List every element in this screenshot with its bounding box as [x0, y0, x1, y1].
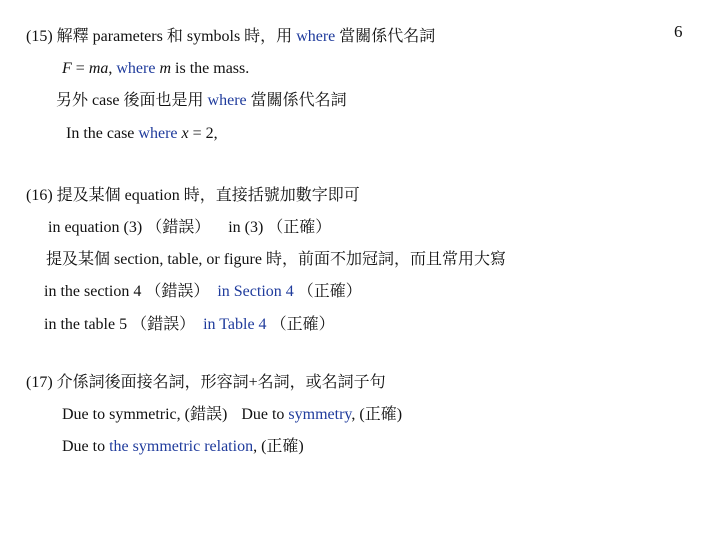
page-number: 6 [674, 22, 683, 41]
rule15-example-where: where [116, 60, 156, 77]
rule15-heading [26, 27, 435, 47]
equation-right: in (3) （正確） [228, 219, 332, 236]
table-right-tag: （正確） [266, 316, 335, 333]
equals-sign: = [71, 60, 89, 77]
section-right: in Section 4 [217, 283, 294, 300]
rule16-heading: (16) 提及某個 equation 時，直接括號加數字即可 [26, 187, 360, 204]
rule17-example-relation [62, 437, 304, 457]
relation-text2: , (正確) [253, 438, 304, 455]
rule15-example-case [66, 124, 218, 144]
equation-wrong: in equation (3) （錯誤） [48, 219, 211, 236]
comma-separator: , [108, 60, 117, 77]
table-wrong: in the table 5 （錯誤） [44, 316, 196, 333]
rule16-example-equation [48, 218, 331, 238]
table-right: in Table 4 [203, 316, 267, 333]
rule15-example-formula [62, 59, 249, 79]
rule15-example-rest: is the mass. [171, 60, 250, 77]
rule15-note-text2: 當關係代名詞 [246, 92, 347, 109]
symmetry-wrong: Due to symmetric, (錯誤) [62, 406, 228, 423]
variable-ma: ma [88, 60, 109, 77]
variable-m: m [159, 60, 172, 77]
rule15-heading-text2: 當關係代名詞 [335, 28, 436, 45]
case-text1: In the case [66, 125, 139, 142]
rule15-note-where: where [207, 92, 247, 109]
rule16-example-section [44, 282, 362, 302]
section-wrong: in the section 4 （錯誤） [44, 283, 210, 300]
symmetry-right-word: symmetry [288, 406, 352, 423]
rule17-example-symmetry [62, 405, 402, 425]
variable-f: F [62, 60, 72, 77]
symmetry-right-text2: , (正確) [351, 406, 403, 423]
rule16-example-table [44, 315, 335, 335]
relation-text1: Due to [62, 438, 110, 455]
case-text2: = 2, [188, 125, 218, 142]
rule15-note [56, 91, 347, 111]
rule16-note: 提及某個 section, table, or figure 時，前面不加冠詞，而且常用大寫 [46, 251, 506, 268]
relation-phrase: the symmetric relation [109, 438, 254, 455]
variable-x: x [181, 125, 189, 142]
rule15-note-text1: 另外 case 後面也是用 [56, 92, 208, 109]
section-right-tag: （正確） [293, 283, 362, 300]
case-where: where [138, 125, 178, 142]
rule15-heading-text1: (15) 解釋 parameters 和 symbols 時，用 [26, 28, 297, 45]
rule15-heading-where: where [296, 28, 336, 45]
rule17-heading: (17) 介係詞後面接名詞，形容詞+名詞，或名詞子句 [26, 374, 386, 391]
symmetry-right-text1: Due to [241, 406, 289, 423]
